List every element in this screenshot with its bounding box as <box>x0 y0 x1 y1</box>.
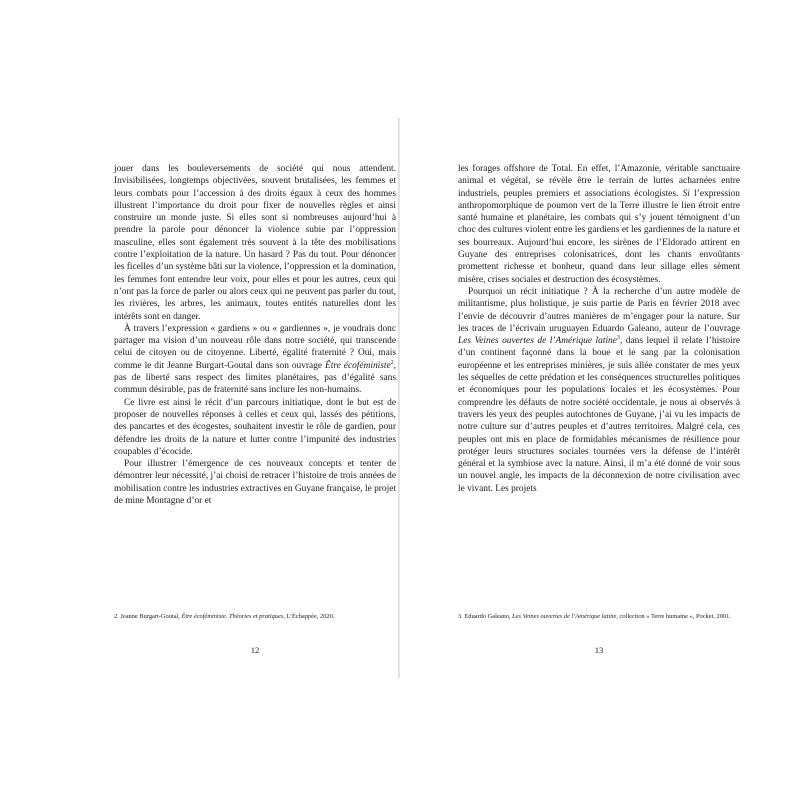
right-footnote-text-a: 3. Eduardo Galeano, <box>458 613 513 620</box>
right-page-number: 13 <box>594 645 604 655</box>
right-paragraph-1 <box>458 163 740 286</box>
footnote-ref-3: 3 <box>616 335 620 342</box>
right-footnote <box>458 612 740 622</box>
left-paragraph-1: jouer dans les bouleversements de société qui nous attendent. Invisibilisées, longtemps objectivées, souvent brutalisées, les femmes et leurs combats pour l’accession à des droits égaux à ceux des hommes illustrent l’importance du droit pour fixer de nouvelles règles et ainsi construire un monde juste. Si elles sont si nombreuses aujourd’hui à prendre la parole pour dénoncer la violence subie par l’oppression masculine, elles sont également très souvent à la tête des mobilisations contre l’exploitation de la nature. Un hasard ? Pas du tout. Pour dénoncer les ficelles d’un système bâti sur la violence, l’oppression et la domination, les femmes font entendre leur voix, pour elles et pour les autres, ceux qui n’ont pas la force de parler ou alors ceux qui ne peuvent pas parler du tout, les rivières, les arbres, les animaux, toutes entités naturelles dont les intérêts sont en danger. <box>114 164 396 322</box>
right-paragraph-1-text-b: l’expression anthropomorphique de poumon vert de la Terre illustre le lien étroit entre santé humaine et planétaire, les combats qui s’y jouent témoignent d’un choc des cultures violent entre les gardiens et les gardiennes de la nature et ses bourreaux. Aujourd’hui encore, les sirènes de l’Eldorado attirent en Guyane des entreprises colonisatrices, dont les chants envoûtants promettent richesse et bonheur, quand dans leur sillage elles sèment misère, crises sociales et destruction des écosystèmes. <box>458 188 740 285</box>
right-footnote-title: Les Veines ouvertes de l’Amérique latine <box>512 613 617 620</box>
left-paragraph-2-text-b: , pas de liberté sans respect des limites planétaires, pas d’égalité sans commun désirable, pas de fraternité sans inclure les non-humains. <box>114 360 396 396</box>
left-paragraph-3: Ce livre est ainsi le récit d’un parcours initiatique, dont le but est de proposer de nouvelles réponses à celles et ceux qui, lassés des pétitions, des pancartes et des écogestes, souhaitent investir le rôle de gardien, pour défendre les droits de la nature et lutter contre l’impunité des industries coupables d’écocide. <box>114 397 396 457</box>
right-paragraph-2-text-a: Pourquoi un récit initiatique ? À la recherche d’un autre modèle de militantisme, plus holistique, je suis partie de Paris en février 2018 avec l’envie de découvrir d’autres manières de m’engager pour la nature. Sur les traces de l’écrivain uruguayen Eduardo Galeano, auteur de l’ouvrage <box>458 286 740 334</box>
right-paragraph-2-text-b: , dans lequel il relate l’histoire d’un continent façonné dans la boue et le sang par la colonisation européenne et les entreprises minières, je suis allée constater de mes yeux les séquelles de cette prédation et les conséquences structurelles politiques et économiques pour les populations locales et les écosystèmes. Pour comprendre les défauts de notre société occidentale, je nous ai observés à travers les yeux des peuples autochtones de Guyane, j’ai vu les impacts de notre culture sur d’autres peuples et d’autres territoires. Malgré cela, ces peuples ont mis en place de formidables mécanismes de résilience pour protéger leurs structures sociales tournées vers la défense de l’intérêt général et la symbiose avec la nature. Ainsi, il m’a été donné de voir sous un nouvel angle, les impacts de la déconnexion de notre civilisation avec le vivant. Les projets <box>458 336 741 494</box>
left-paragraph-2 <box>114 323 396 397</box>
left-footnote <box>114 612 396 622</box>
book-gutter <box>398 118 400 678</box>
left-paragraph-2-text-a: À travers l’expression « gardiens » ou « gardiennes », je voudrais donc partager ma vision d’un nouveau rôle dans notre société, qui transcende celui de citoyen ou de citoyenne. Liberté, égalité fraternité ? Oui, mais comme le dit Jeanne Burgart-Goutal dans son ouvrage <box>114 323 396 371</box>
left-page-number: 12 <box>250 645 260 655</box>
left-footnote-text-a: 2. Jeanne Burgart-Goutal, <box>114 613 182 620</box>
right-paragraph-2 <box>458 286 740 495</box>
book-title-etre-ecofeministe: Être écoféministe <box>325 360 391 371</box>
right-page-text <box>458 163 740 495</box>
right-footnote-text-b: , collection « Terre humaine », Pocket, 2001. <box>616 613 731 620</box>
book-title-veines-ouvertes: Les Veines ouvertes de l’Amérique latine <box>458 336 617 347</box>
right-paragraph-1-italic: Si <box>682 188 690 199</box>
left-footnote-title: Être écoféministe. Théories et pratiques <box>181 613 284 620</box>
left-page-text <box>114 163 396 507</box>
left-footnote-text-b: , L’Échappée, 2020. <box>283 613 335 620</box>
right-paragraph-1-text-a: les forages offshore de Total. En effet, l’Amazonie, véritable sanctuaire animal et végétal, se révèle être le terrain de luttes acharnées entre industriels, peuples premiers et associations écologistes. <box>458 164 740 199</box>
left-paragraph-4: Pour illustrer l’émergence de ces nouveaux concepts et tenter de démontrer leur nécessité, j’ai choisi de retracer l’histoire de trois années de mobilisation contre les industries extractives en Guyane française, le projet de mine Montagne d’or et <box>114 459 396 507</box>
footnote-ref-2: 2 <box>390 359 394 366</box>
